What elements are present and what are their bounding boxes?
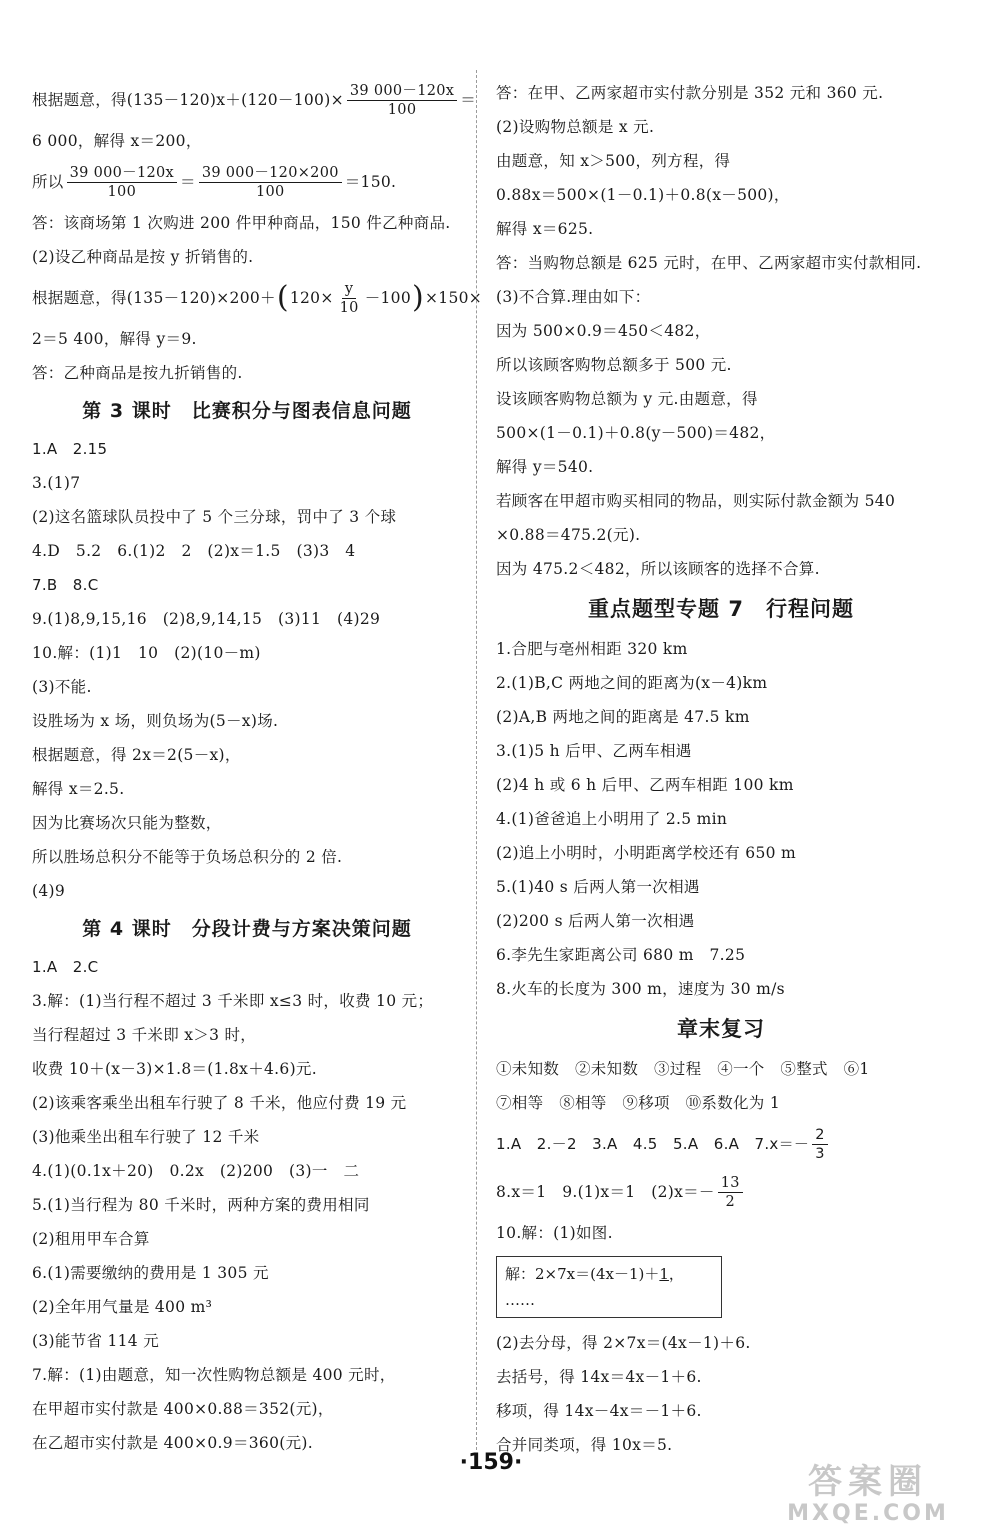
text-line: 答：乙种商品是按九折销售的. — [32, 364, 243, 382]
answer-line: 在乙超市实付款是 400×0.9＝360(元). — [32, 1434, 313, 1452]
answer-line: (2)全年用气量是 400 m³ — [32, 1298, 213, 1316]
answer-line: (2)去分母，得 2×7x＝(4x－1)＋6. — [496, 1334, 751, 1352]
answer-line: 3.(1)5 h 后甲、乙两车相遇 — [496, 742, 692, 760]
answer-line: 2.(1)B,C 两地之间的距离为(x－4)km — [496, 674, 768, 692]
right-column — [496, 76, 946, 1462]
section-title: 第 4 课时 分段计费与方案决策问题 — [82, 918, 412, 940]
equation-line: 所以 $\frac{39 000-120x}{100}$ ＝ $\frac{39 000-120\times 200}{100}$ ＝150. — [32, 164, 397, 200]
left-paren: ( — [276, 280, 289, 315]
answer-line: 答：在甲、乙两家超市实付款分别是 352 元和 360 元. — [496, 84, 884, 102]
answer-line: (3)不合算.理由如下： — [496, 288, 651, 306]
equation-line: 根据题意，得(135－120)×200＋ ( 120× $\frac{y}{10}$ －100 ) ×150× — [32, 280, 483, 316]
box-line: 解：2×7x＝(4x－1)＋1， — [505, 1265, 684, 1283]
answer-line: (3)不能. — [32, 678, 92, 696]
answer-line: 8.x＝1 9.(1)x＝1 (2)x＝－ $\frac{13}{2}$ — [496, 1168, 946, 1216]
answer-line: 8.火车的长度为 300 m，速度为 30 m/s — [496, 980, 785, 998]
answer-line: 4.(1)爸爸追上小明用了 2.5 min — [496, 810, 728, 828]
answer-line: 合并同类项，得 10x＝5. — [496, 1436, 673, 1454]
answer-line: 10.解：(1)1 10 (2)(10－m) — [32, 644, 261, 662]
answer-line: 在甲超市实付款是 400×0.88＝352(元)， — [32, 1400, 334, 1418]
section-lines — [496, 632, 946, 1006]
equation-line: 根据题意，得(135－120)x＋(120－100)× $\frac{39 000-120x}{100}$ ＝ — [32, 82, 477, 118]
answer-line: ×0.88＝475.2(元). — [496, 526, 641, 544]
key-line: ⑦相等 ⑧相等 ⑨移项 ⑩系数化为 1 — [496, 1094, 780, 1112]
fraction: $\frac{39 000-120x}{100}$ — [67, 164, 177, 201]
answer-line: 因为 475.2＜482，所以该顾客的选择不合算. — [496, 560, 820, 578]
page-number: ·159· — [459, 1450, 523, 1475]
answer-line: 解得 y＝540. — [496, 458, 594, 476]
answer-line: 设胜场为 x 场，则负场为(5－x)场. — [32, 712, 279, 730]
section-lines — [32, 432, 462, 908]
fraction: $\frac{2}{3}$ — [812, 1126, 828, 1163]
underlined-term: 1 — [659, 1265, 669, 1283]
answer-line: (2)这名篮球队员投中了 5 个三分球，罚中了 3 个球 — [32, 508, 397, 526]
text-line: (2)设乙种商品是按 y 折销售的. — [32, 248, 254, 266]
answer-line: 6.(1)需要缴纳的费用是 1 305 元 — [32, 1264, 269, 1282]
right-paren: ) — [412, 280, 425, 315]
text-line: 答：该商场第 1 次购进 200 件甲种商品，150 件乙种商品. — [32, 214, 451, 232]
answer-line: 3.解：(1)当行程不超过 3 千米即 x≤3 时，收费 10 元； — [32, 992, 434, 1010]
answer-line: 1.A 2.15 — [32, 440, 108, 458]
answer-line: 由题意，知 x＞500，列方程，得 — [496, 152, 731, 170]
answer-line: (2)A,B 两地之间的距离是 47.5 km — [496, 708, 750, 726]
answer-line: 5.(1)40 s 后两人第一次相遇 — [496, 878, 700, 896]
section-title: 章末复习 — [677, 1017, 765, 1041]
section-lines — [496, 76, 946, 586]
fraction: $\frac{39 000-120\times 200}{100}$ — [199, 164, 342, 201]
answer-line: 3.(1)7 — [32, 474, 81, 492]
answer-line: 去括号，得 14x＝4x－1＋6. — [496, 1368, 702, 1386]
answer-line: 所以胜场总积分不能等于负场总积分的 2 倍. — [32, 848, 343, 866]
answer-line: (3)能节省 114 元 — [32, 1332, 159, 1350]
section-lines — [496, 1326, 946, 1462]
answer-line: 移项，得 14x－4x＝－1＋6. — [496, 1402, 702, 1420]
answer-line: (2)租用甲车合算 — [32, 1230, 150, 1248]
fraction: $\frac{y}{10}$ — [339, 280, 359, 316]
solution-box — [496, 1256, 722, 1318]
answer-line: 1.A 2.C — [32, 958, 99, 976]
answer-line: 4.D 5.2 6.(1)2 2 (2)x＝1.5 (3)3 4 — [32, 542, 356, 560]
answer-line: 6.李先生家距离公司 680 m 7.25 — [496, 946, 746, 964]
key-line: ①未知数 ②未知数 ③过程 ④一个 ⑤整式 ⑥1 — [496, 1060, 870, 1078]
answer-line: (3)他乘坐出租车行驶了 12 千米 — [32, 1128, 260, 1146]
answer-line: 1.A 2.－2 3.A 4.5 5.A 6.A 7.x＝－ $\frac{2}{3}$ — [496, 1120, 946, 1168]
answer-line: 1.合肥与亳州相距 320 km — [496, 640, 688, 658]
answer-line: 因为比赛场次只能为整数， — [32, 814, 222, 832]
answer-line: (4)9 — [32, 882, 66, 900]
answer-line: 所以该顾客购物总额多于 500 元. — [496, 356, 732, 374]
answer-line: (2)200 s 后两人第一次相遇 — [496, 912, 695, 930]
fraction: $\frac{39 000-120x}{100}$ — [347, 82, 457, 119]
answer-line: 根据题意，得 2x＝2(5－x)， — [32, 746, 241, 764]
watermark-logo — [768, 1462, 968, 1532]
answer-line: 收费 10＋(x－3)×1.8＝(1.8x＋4.6)元. — [32, 1060, 317, 1078]
section-title: 第 3 课时 比赛积分与图表信息问题 — [82, 400, 412, 422]
answer-line: (2)设购物总额是 x 元. — [496, 118, 655, 136]
answer-line: (2)该乘客乘坐出租车行驶了 8 千米，他应付费 19 元 — [32, 1094, 407, 1112]
answer-line: 7.B 8.C — [32, 576, 99, 594]
answer-line: 解得 x＝625. — [496, 220, 594, 238]
answer-line: 4.(1)(0.1x＋20) 0.2x (2)200 (3)一 二 — [32, 1162, 360, 1180]
answer-line: 7.解：(1)由题意，知一次性购物总额是 400 元时， — [32, 1366, 396, 1384]
section-lines — [32, 950, 462, 1460]
answer-line: 解得 x＝2.5. — [32, 780, 125, 798]
answer-line: 若顾客在甲超市购买相同的物品，则实际付款金额为 540 — [496, 492, 896, 510]
answer-line: 9.(1)8,9,15,16 (2)8,9,14,15 (3)11 (4)29 — [32, 610, 381, 628]
watermark-text: 答案圈 — [808, 1462, 928, 1502]
answer-line: 当行程超过 3 千米即 x＞3 时， — [32, 1026, 257, 1044]
answer-line: 0.88x＝500×(1－0.1)＋0.8(x－500)， — [496, 186, 790, 204]
text-line: 2＝5 400，解得 y＝9. — [32, 330, 197, 348]
answer-line: 因为 500×0.9＝450＜482， — [496, 322, 711, 340]
answer-line: 答：当购物总额是 625 元时，在甲、乙两家超市实付款相同. — [496, 254, 922, 272]
box-line: …… — [505, 1291, 535, 1309]
answer-line: 500×(1－0.1)＋0.8(y－500)＝482， — [496, 424, 776, 442]
fraction: $\frac{13}{2}$ — [718, 1174, 743, 1211]
answer-line: 设该顾客购物总额为 y 元.由题意，得 — [496, 390, 758, 408]
answer-line: 5.(1)当行程为 80 千米时，两种方案的费用相同 — [32, 1196, 370, 1214]
answer-line: 10.解：(1)如图. — [496, 1224, 613, 1242]
text-line: 6 000，解得 x＝200， — [32, 132, 202, 150]
left-column — [32, 76, 483, 1460]
answer-line: (2)追上小明时，小明距离学校还有 650 m — [496, 844, 796, 862]
section-title: 重点题型专题 7 行程问题 — [588, 597, 854, 621]
watermark-url: MXQE.COM — [787, 1501, 949, 1526]
column-divider — [476, 70, 477, 1450]
answer-line: (2)4 h 或 6 h 后甲、乙两车相距 100 km — [496, 776, 794, 794]
